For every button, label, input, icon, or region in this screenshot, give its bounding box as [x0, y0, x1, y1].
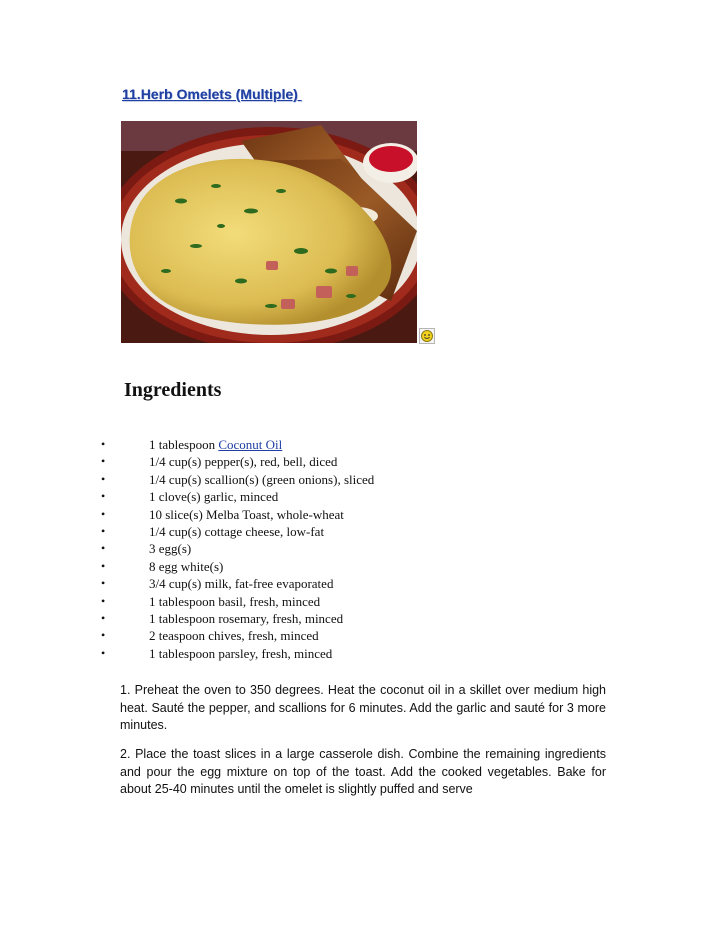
instruction-step-1: 1. Preheat the oven to 350 degrees. Heat the coconut oil in a skillet over medium high heat. Sauté the pepper, and scallions for 6 minutes. Add the garlic and sauté for 3 more minutes.	[120, 683, 606, 732]
ingredients-heading: Ingredients	[124, 379, 222, 401]
bullet-marker: •	[101, 576, 106, 591]
ingredient-label: 8 egg white(s)	[149, 558, 224, 574]
omelet-photo	[121, 121, 417, 343]
bullet-marker: •	[101, 541, 106, 556]
ingredient-text	[149, 540, 191, 557]
ingredient-text	[149, 558, 223, 575]
smiley-icon	[420, 329, 434, 343]
ingredient-label: 1 clove(s) garlic, minced	[149, 489, 279, 505]
bullet-marker: •	[101, 558, 106, 573]
bullet-marker: •	[101, 628, 106, 643]
ingredient-text	[149, 627, 319, 644]
ingredient-label: 1/4 cup(s) cottage cheese, low-fat	[149, 523, 325, 539]
ingredient-text	[149, 593, 320, 610]
ingredient-label: 2 teaspoon chives, fresh, minced	[149, 628, 319, 644]
bullet-marker: •	[101, 489, 106, 504]
instruction-step-2: 2. Place the toast slices in a large casserole dish. Combine the remaining ingredients and pour the egg mixture on top of the toast. Add the cooked vegetables. Bake for about 25-40 minutes until the omelet is slightly puffed and serve	[120, 747, 606, 796]
bullet-marker: •	[101, 471, 106, 486]
ingredient-text	[149, 471, 374, 488]
ingredient-text	[149, 453, 337, 470]
ingredient-text	[149, 436, 282, 453]
ingredient-link[interactable]: Coconut Oil	[218, 437, 283, 452]
bullet-marker: •	[101, 610, 106, 625]
recipe-title-link[interactable]: 11.Herb Omelets (Multiple)	[122, 86, 302, 102]
ingredient-label: 1/4 cup(s) scallion(s) (green onions), sliced	[149, 471, 375, 487]
ingredient-text	[149, 575, 333, 592]
ingredient-label: 10 slice(s) Melba Toast, whole-wheat	[149, 506, 344, 522]
ingredient-label: 1 tablespoon basil, fresh, minced	[149, 593, 321, 609]
ingredient-text	[149, 488, 278, 505]
ingredient-label: 1 tablespoon parsley, fresh, minced	[149, 645, 333, 661]
ingredient-label: 1 tablespoon	[149, 437, 219, 452]
ingredient-label: 3/4 cup(s) milk, fat-free evaporated	[149, 576, 334, 592]
ingredient-label: 3 egg(s)	[149, 541, 192, 557]
bullet-marker: •	[101, 645, 106, 660]
bullet-marker: •	[101, 506, 106, 521]
ingredient-label: 1/4 cup(s) pepper(s), red, bell, diced	[149, 454, 338, 470]
ingredient-text	[149, 506, 344, 523]
ingredient-text	[149, 523, 324, 540]
image-badge	[419, 328, 435, 344]
bullet-marker: •	[101, 454, 106, 469]
bullet-marker: •	[101, 523, 106, 538]
bullet-marker: •	[101, 593, 106, 608]
bullet-marker: •	[101, 437, 106, 451]
ingredient-text	[149, 645, 332, 662]
ingredient-label: 1 tablespoon rosemary, fresh, minced	[149, 610, 344, 626]
ingredient-text	[149, 610, 343, 627]
